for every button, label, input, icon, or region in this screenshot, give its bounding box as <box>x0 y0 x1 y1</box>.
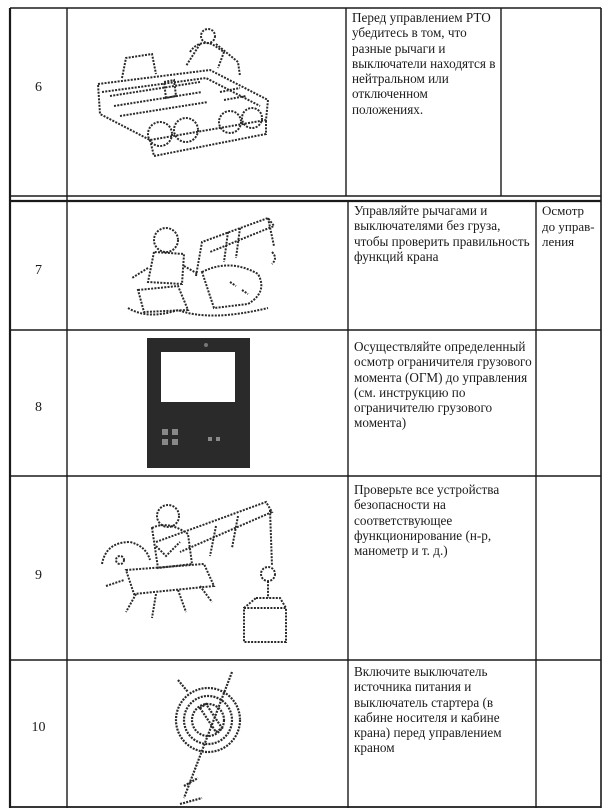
row-number: 6 <box>35 80 42 95</box>
instruction-text: Управляйте рычагами и выключателями без груза, чтобы проверить правильность функций крана <box>354 203 530 264</box>
note-text: Осмотр до управ-ления <box>542 203 595 249</box>
row-number: 10 <box>31 720 46 735</box>
instruction-text: Включите выключатель источника питания и выключатель стартера (в кабине носителя и кабине крана) перед управлением краном <box>354 664 502 756</box>
instruction-text: Осуществляйте определенный осмотр ограничителя грузового момента (ОГМ) до управления (см. инструкцию по ограничителю грузового момента) <box>354 339 532 431</box>
load-moment-limiter-panel-icon <box>146 337 251 469</box>
crane-carrier-icon <box>90 22 280 164</box>
instruction-text: Перед управлением РТО убедитесь в том, что разные рычаги и выключатели находятся в нейтральном или отключенном положениях. <box>352 10 496 117</box>
row-number: 8 <box>35 400 42 415</box>
operator-crane-icon <box>118 212 288 324</box>
instruction-text: Проверьте все устройства безопасности на соответствующее функционирование (н-р, манометр и т. д.) <box>354 482 500 559</box>
row-number: 9 <box>35 568 42 583</box>
ignition-switch-icon <box>170 668 250 806</box>
row-number: 7 <box>35 263 42 278</box>
crane-with-load-icon <box>96 486 296 646</box>
